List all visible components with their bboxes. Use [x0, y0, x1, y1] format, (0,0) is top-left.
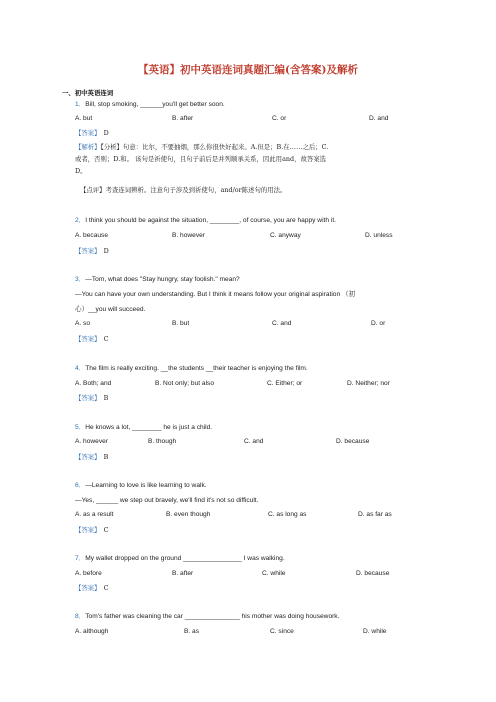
section-heading: 一、初中英语连词 — [62, 89, 114, 97]
question-number: 1． — [75, 101, 86, 108]
question-8 — [75, 613, 339, 621]
answer-value: C — [103, 526, 109, 534]
question-2 — [75, 217, 336, 225]
option-d: D. while — [363, 628, 387, 635]
option-a: A. but — [75, 115, 93, 122]
question-stem: Bill, stop smoking, ______you'll get better soon. — [85, 101, 225, 108]
answer-value: D — [103, 129, 109, 137]
option-c: C. since — [270, 628, 294, 635]
question-number: 6． — [75, 482, 86, 489]
option-a: A. however — [75, 438, 108, 445]
answer-6 — [75, 525, 108, 534]
option-a: A. although — [75, 628, 109, 635]
question-3-line-2: —You can have your own understanding. But I think it means follow your original aspiration （初 — [75, 291, 356, 298]
option-b: B. after — [172, 570, 194, 577]
question-1 — [75, 101, 225, 109]
option-a: A. before — [75, 570, 102, 577]
question-stem: I think you should be against the situation, ________, of course, you are happy with it. — [85, 217, 336, 224]
answer-tag: 【答案】 — [75, 526, 101, 534]
option-d: D. because — [356, 570, 390, 577]
question-3 — [75, 276, 240, 284]
question-stem: Tom's father was cleaning the car _______________ his mother was doing housework. — [85, 613, 340, 620]
question-7 — [75, 555, 285, 563]
question-number: 3． — [75, 276, 86, 283]
option-a: A. because — [75, 232, 108, 239]
answer-tag: 【答案】 — [75, 453, 101, 461]
answer-value: C — [103, 335, 109, 343]
option-d: D. unless — [365, 232, 393, 239]
option-c: C. anyway — [270, 232, 301, 239]
answer-2 — [75, 246, 109, 255]
option-b: B. after — [172, 115, 194, 122]
answer-value: D — [103, 247, 109, 255]
question-stem: The film is really exciting. __the students __their teacher is enjoying the film. — [85, 365, 308, 372]
explanation-line-1: 【解析】【分析】句意：比尔，不要抽烟，那么你很快好起来。A.但是；B.在……之后；C. — [75, 143, 329, 151]
question-stem: —Tom, what does "Stay hungry, stay foolish." mean? — [85, 276, 240, 283]
option-c: C. Either; or — [267, 380, 303, 387]
answer-tag: 【答案】 — [75, 394, 101, 402]
option-c: C. or — [272, 115, 287, 122]
answer-5 — [75, 452, 108, 461]
option-d: D. because — [336, 438, 370, 445]
option-a: A. so — [75, 320, 91, 327]
option-a: A. Both; and — [75, 380, 112, 387]
answer-7 — [75, 583, 108, 592]
explanation-line-3: D。 — [75, 167, 87, 175]
answer-value: B — [103, 394, 109, 402]
answer-1 — [75, 128, 109, 137]
option-d: D. and — [369, 115, 389, 122]
question-4 — [75, 365, 308, 373]
question-number: 4． — [75, 365, 86, 372]
question-5 — [75, 424, 212, 432]
option-d: D. Neither; nor — [347, 380, 390, 387]
explanation-tag: 【解析】 — [75, 143, 101, 151]
option-c: C. and — [244, 438, 264, 445]
option-c: C. and — [272, 320, 292, 327]
answer-value: B — [103, 453, 109, 461]
explanation-1 — [75, 141, 425, 177]
answer-value: C — [103, 584, 109, 592]
option-b: B. however — [172, 232, 205, 239]
option-d: D. or — [371, 320, 386, 327]
question-number: 7． — [75, 555, 86, 562]
question-stem: My wallet dropped on the ground ________________ I was walking. — [85, 555, 285, 562]
question-number: 5． — [75, 424, 86, 431]
option-b: B. but — [172, 320, 190, 327]
answer-tag: 【答案】 — [75, 129, 101, 137]
option-d: D. as far as — [358, 511, 392, 518]
question-stem: —Learning to love is like learning to walk. — [85, 482, 207, 489]
option-c: C. as long as — [268, 511, 307, 518]
question-number: 8． — [75, 613, 86, 620]
question-6 — [75, 482, 207, 490]
option-c: C. while — [262, 570, 286, 577]
answer-3 — [75, 334, 108, 343]
question-number: 2． — [75, 217, 86, 224]
option-b: B. Not only; but also — [155, 380, 215, 387]
answer-tag: 【答案】 — [75, 335, 101, 343]
option-b: B. as — [184, 628, 200, 635]
option-b: B. even though — [166, 511, 211, 518]
answer-tag: 【答案】 — [75, 247, 101, 255]
option-b: B. though — [148, 438, 177, 445]
explanation-line-2: 或者，否则；D.和。 该句是祈使句，且句子前后是并列顺承关系，因此用and，故答案选 — [75, 155, 327, 163]
comment-1: 【点评】考查连词辨析。注意句子涉及到祈使句，and/or陈述句的用法。 — [80, 186, 287, 194]
answer-tag: 【答案】 — [75, 584, 101, 592]
option-a: A. as a result — [75, 511, 114, 518]
question-stem: He knows a lot, ________ he is just a child. — [85, 424, 213, 431]
question-3-line-3: 心）__you will succeed. — [75, 306, 146, 313]
answer-4 — [75, 393, 108, 402]
question-6-line-2: —Yes, ______ we step out bravely, we'll find it's not so difficult. — [75, 497, 259, 504]
page-title: 【英语】初中英语连词真题汇编(含答案)及解析 — [138, 64, 358, 76]
